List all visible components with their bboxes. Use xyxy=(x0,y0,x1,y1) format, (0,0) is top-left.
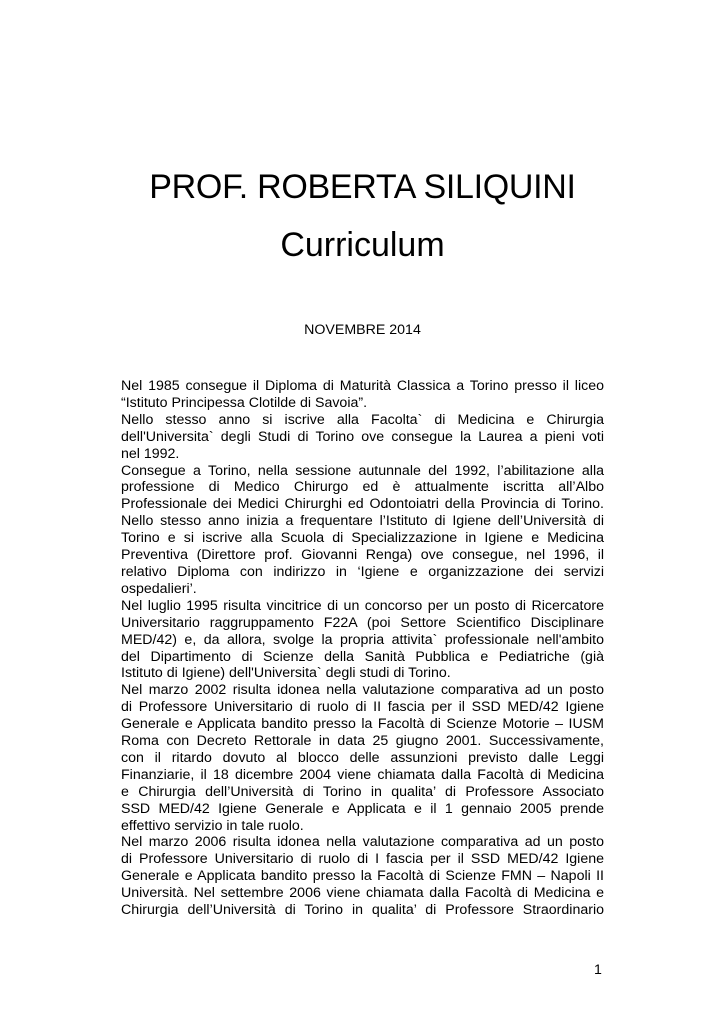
body-line: Generale e Applicata bandito presso la Facoltà di Scienze Motorie – IUSM xyxy=(121,716,604,733)
body-line: “Istituto Principessa Clotilde di Savoia”. xyxy=(121,394,368,411)
body-line: Università. Nel settembre 2006 viene chiamata dalla Facoltà di Medicina e xyxy=(121,885,604,902)
body-line: nel 1992. xyxy=(121,445,180,462)
body-line: professione di Medico Chirurgo ed è attualmente iscritta all’Albo xyxy=(121,479,604,496)
body-line: Nel marzo 2006 risulta idonea nella valutazione comparativa ad un posto xyxy=(121,834,604,851)
body-line: del Dipartimento di Scienze della Sanità Pubblica e Pediatriche (già xyxy=(121,648,604,665)
body-line: relativo Diploma con indirizzo in ‘Igiene e organizzazione dei servizi xyxy=(121,563,604,580)
body-line: Nel marzo 2002 risulta idonea nella valutazione comparativa ad un posto xyxy=(121,682,604,699)
body-line: Preventiva (Direttore prof. Giovanni Renga) ove consegue, nel 1996, il xyxy=(121,547,604,564)
body-line: Torino e si iscrive alla Scuola di Specializzazione in Igiene e Medicina xyxy=(121,530,604,547)
body-line: Istituto di Igiene) dell'Universita` degli studi di Torino. xyxy=(121,665,451,682)
body-line: Generale e Applicata bandito presso la Facoltà di Scienze FMN – Napoli II xyxy=(121,868,604,885)
body-line: con il ritardo dovuto al blocco delle assunzioni previsto dalle Leggi xyxy=(121,749,604,766)
body-text xyxy=(121,378,604,919)
body-line: effettivo servizio in tale ruolo. xyxy=(121,817,304,834)
body-line: ospedalieri’. xyxy=(121,580,197,597)
body-line: Finanziarie, il 18 dicembre 2004 viene chiamata dalla Facoltà di Medicina xyxy=(121,766,604,783)
body-line: e Chirurgia dell’Università di Torino in qualita’ di Professore Associato xyxy=(121,783,604,800)
body-line: di Professore Universitario di ruolo di II fascia per il SSD MED/42 Igiene xyxy=(121,699,604,716)
body-line: Roma con Decreto Rettorale in data 25 giugno 2001. Successivamente, xyxy=(121,733,604,750)
body-line: Nello stesso anno si iscrive alla Facolta` di Medicina e Chirurgia xyxy=(121,411,604,428)
body-line: Chirurgia dell’Università di Torino in qualita’ di Professore Straordinario xyxy=(121,902,604,919)
document-title: PROF. ROBERTA SILIQUINI xyxy=(149,168,576,206)
document-date: NOVEMBRE 2014 xyxy=(304,322,421,338)
body-line: Consegue a Torino, nella sessione autunnale del 1992, l’abilitazione alla xyxy=(121,462,604,479)
body-line: Nel luglio 1995 risulta vincitrice di un concorso per un posto di Ricercatore xyxy=(121,597,604,614)
body-line: Universitario raggruppamento F22A (poi Settore Scientifico Disciplinare xyxy=(121,614,604,631)
body-line: dell'Universita` degli Studi di Torino ove consegue la Laurea a pieni voti xyxy=(121,428,604,445)
body-line: MED/42) e, da allora, svolge la propria attivita` professionale nell'ambito xyxy=(121,631,604,648)
body-line: Nel 1985 consegue il Diploma di Maturità Classica a Torino presso il liceo xyxy=(121,378,604,394)
body-line: Professionale dei Medici Chirurghi ed Odontoiatri della Provincia di Torino. xyxy=(121,496,604,513)
body-line: di Professore Universitario di ruolo di I fascia per il SSD MED/42 Igiene xyxy=(121,851,604,868)
document-subtitle: Curriculum xyxy=(280,226,445,264)
page-number: 1 xyxy=(594,962,602,978)
body-line: SSD MED/42 Igiene Generale e Applicata e il 1 gennaio 2005 prende xyxy=(121,800,604,817)
body-line: Nello stesso anno inizia a frequentare l’Istituto di Igiene dell’Università di xyxy=(121,513,604,530)
